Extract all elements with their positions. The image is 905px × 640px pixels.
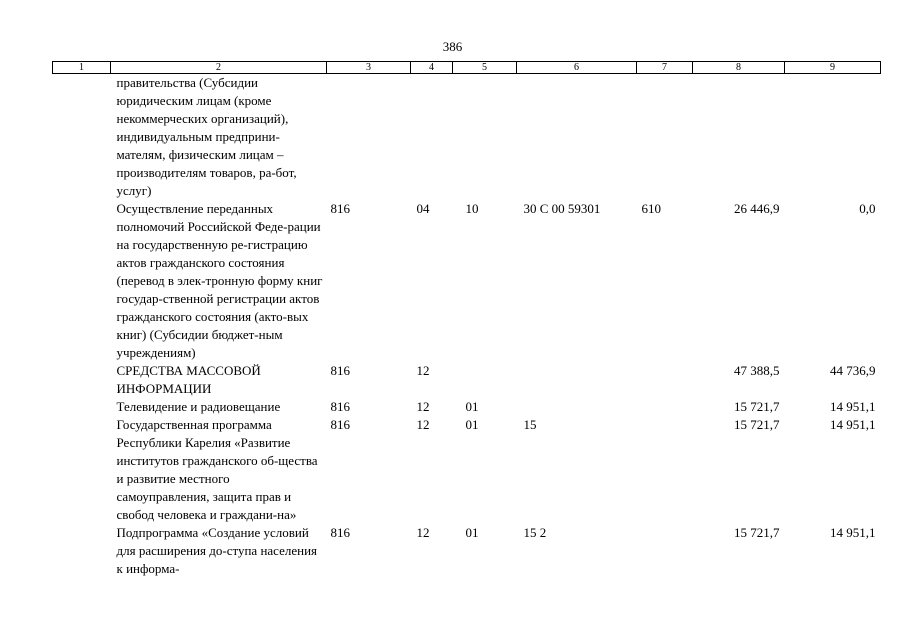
table-row: [53, 74, 881, 201]
table-row: [53, 416, 881, 524]
row-pr: 01: [465, 417, 479, 432]
row-pr: 10: [465, 201, 479, 216]
row-sum-1: 47 388,5: [734, 363, 780, 378]
row-number: [53, 524, 111, 578]
row-sum-2: [785, 74, 881, 201]
row-rz: [411, 74, 453, 201]
row-name: Подпрограмма «Создание условий для расширения до-ступа населения к информа-: [116, 525, 318, 576]
row-number: [53, 416, 111, 524]
row-vr: [637, 416, 693, 524]
table-row: [53, 524, 881, 578]
row-csr: [517, 398, 637, 416]
row-ved: 816: [330, 399, 350, 414]
row-sum-2: 14 951,1: [830, 525, 876, 540]
row-rz: 12: [416, 417, 430, 432]
row-name: Государственная программа Республики Карелия «Развитие институтов гражданского об-щества и развитие местного самоуправления, защита прав и свобод человека и граждани-на»: [116, 417, 318, 522]
row-pr: 01: [465, 525, 479, 540]
row-ved: 816: [330, 363, 350, 378]
table-row: [53, 362, 881, 398]
row-rz: 12: [416, 399, 430, 414]
row-ved: 816: [330, 201, 350, 216]
row-vr: 610: [641, 201, 661, 216]
row-csr: 15 2: [523, 525, 547, 540]
column-header: 4: [411, 62, 453, 74]
table-row: [53, 200, 881, 362]
column-number-header-row: [53, 62, 881, 74]
row-ved: 816: [330, 417, 350, 432]
column-header: 8: [693, 62, 785, 74]
row-sum-1: 15 721,7: [734, 525, 780, 540]
row-pr: 01: [465, 399, 479, 414]
row-vr: [637, 74, 693, 201]
column-header: 9: [785, 62, 881, 74]
page-number: 386: [442, 39, 463, 54]
row-ved: 816: [330, 525, 350, 540]
column-header: 2: [111, 62, 327, 74]
row-sum-1: 15 721,7: [734, 399, 780, 414]
row-rz: 12: [416, 525, 430, 540]
row-sum-2: 0,0: [859, 201, 876, 216]
row-sum-2: 14 951,1: [830, 399, 876, 414]
row-vr: [637, 362, 693, 398]
column-header: 5: [453, 62, 517, 74]
budget-table: [52, 61, 881, 578]
row-number: [53, 362, 111, 398]
row-sum-2: 44 736,9: [830, 363, 876, 378]
row-number: [53, 74, 111, 201]
row-vr: [637, 524, 693, 578]
row-sum-1: [693, 74, 785, 201]
column-header: 7: [637, 62, 693, 74]
row-sum-1: 15 721,7: [734, 417, 780, 432]
row-pr: [453, 362, 517, 398]
row-rz: 12: [416, 363, 430, 378]
column-header: 3: [327, 62, 411, 74]
column-header: 6: [517, 62, 637, 74]
row-name: СРЕДСТВА МАССОВОЙ ИНФОРМАЦИИ: [116, 363, 261, 396]
row-name: правительства (Субсидии юридическим лицам (кроме некоммерческих организаций), индивидуальным предприни-мателям, физическим лицам – производителям товаров, ра-бот, услуг): [116, 75, 297, 198]
row-name: Осуществление переданных полномочий Российской Феде-рации на государственную ре-гистрацию актов гражданского состояния (перевод в элек-тронную форму книг государ-ственной регистрации актов гражданского состояния (акто-вых книг) (Субсидии бюджет-ным учреждениям): [116, 201, 323, 360]
row-csr: 15: [523, 417, 537, 432]
row-csr: [517, 74, 637, 201]
row-number: [53, 200, 111, 362]
row-vr: [637, 398, 693, 416]
row-csr: [517, 362, 637, 398]
row-sum-2: 14 951,1: [830, 417, 876, 432]
row-pr: [453, 74, 517, 201]
column-header: 1: [53, 62, 111, 74]
row-rz: 04: [416, 201, 430, 216]
row-sum-1: 26 446,9: [734, 201, 780, 216]
row-name: Телевидение и радиовещание: [116, 399, 281, 414]
row-ved: [327, 74, 411, 201]
table-row: [53, 398, 881, 416]
row-number: [53, 398, 111, 416]
row-csr: 30 С 00 59301: [523, 201, 601, 216]
